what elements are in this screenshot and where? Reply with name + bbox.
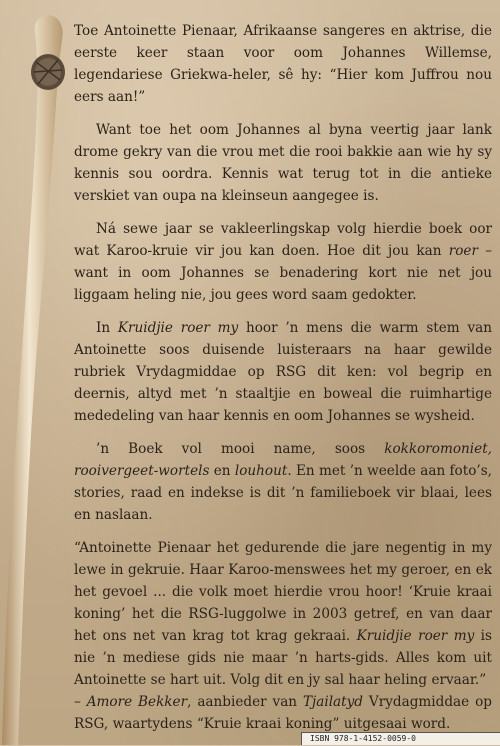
paragraph-apprenticeship: Ná sewe jaar se vakleerlingskap volg hierdie boek oor wat Karoo-kruie vir jou kan doen. Hoe dit jou kan roer – want in oom Johannes se benadering kort nie net jou liggaam heling nie, jou gees word saam gedokter. [74, 221, 492, 303]
paragraph-dreams: Want toe het oom Johannes al byna veertig jaar lank drome gekry van die vrou met die rooi bakkie aan wie hy sy kennis sou oordra. Kennis wat terug tot in die antieke verskiet van oupa na kleinseun aangegee is. [74, 122, 492, 204]
testimonial-quote: “Antoinette Pienaar het gedurende die jare negentig in my lewe in gekruie. Haar Karoo-menswees het my geroer, en ek het gevoel ... die volk moet hierdie vrou hoor! ‘Kruie kraai koning’ het die RSG-luggolwe in 2003 getref, en van daar het ons net van krag tot krag gekraai. Kruidjie roer my is nie ’n mediese gids nie maar ’n harts-gids. Alles kom uit Antoinette se hart uit. Volg dit en jy sal haar heling ervaar.” – Amore Bekker, aanbieder van Tjailatyd Vrydagmiddae op RSG, waartydens “Kruie kraai koning” uitgesaai word. [74, 540, 492, 732]
quote-author: Amore Bekker [86, 694, 188, 710]
back-cover-text [74, 20, 492, 746]
isbn-label: ISBN 978-1-4152-0059-0 [301, 732, 500, 745]
paragraph-names: ’n Boek vol mooi name, soos kokkoromoniet, rooivergeet-wortels en louhout. En met ’n weelde aan foto’s, stories, raad en indekse is dit ’n familieboek vir blaai, lees en naslaan. [74, 441, 493, 523]
paragraph-intro: Toe Antoinette Pienaar, Afrikaanse sangeres en aktrise, die eerste keer staan voor oom Johannes Willemse, legendariese Griekwa-heler, sê hy: “Hier kom Juffrou nou eers aan!” [74, 23, 492, 105]
paragraph-radio: In Kruidjie roer my hoor ’n mens die warm stem van Antoinette soos duisende luisteraars na haar gewilde rubriek Vrydagmiddae op RSG dit ken: vol begrip en deernis, altyd met ’n staaltjie en boweal die ruimhartige mededeling van haar kennis en oom Johannes se wysheid. [74, 320, 492, 424]
